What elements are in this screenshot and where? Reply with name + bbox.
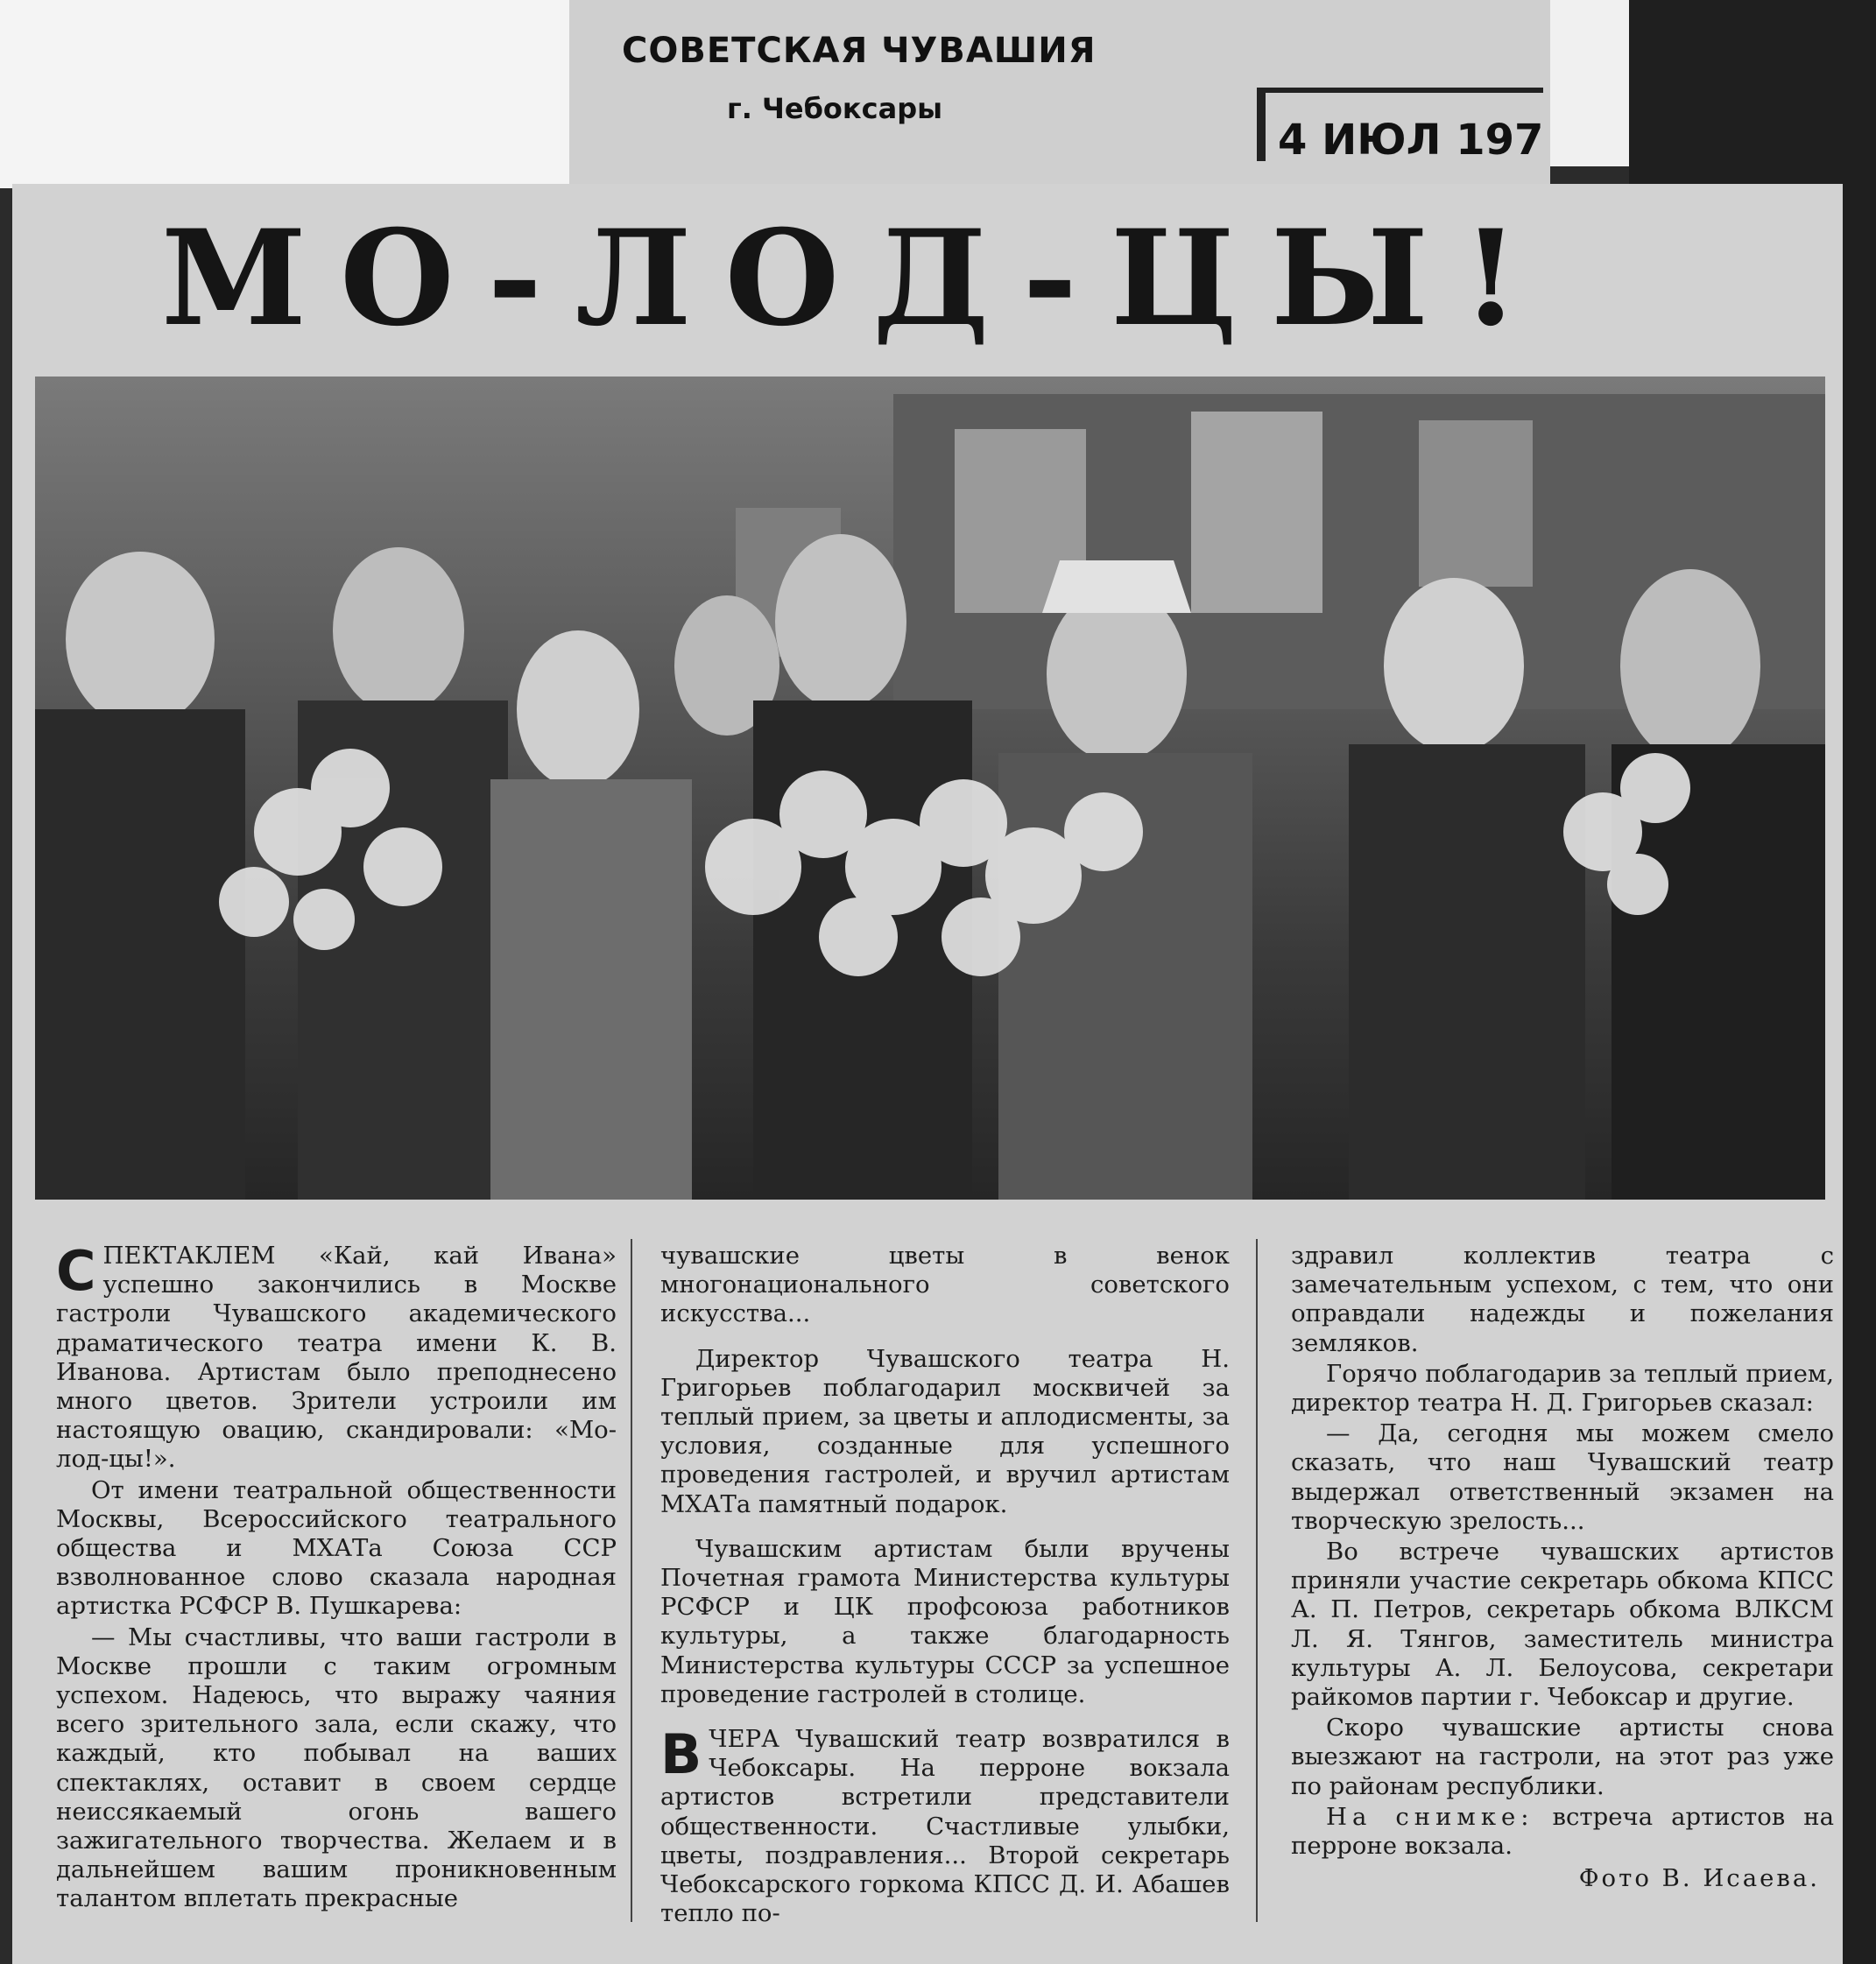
article-paragraph: От имени театральной общественности Москвы, Всероссийского театрального общества и МХАТа Союза ССР взволнованное слово сказала народная артистка РСФСР В. Пушкарева:: [56, 1475, 617, 1621]
article-column-1: [56, 1239, 617, 1914]
photo-credit: Фото В. Исаева.: [1578, 1864, 1820, 1893]
article-paragraph: чувашские цветы в венок многонационального советского искусства...: [660, 1242, 1230, 1328]
article-paragraph: [56, 1239, 617, 1475]
article-paragraph: — Мы счастливы, что ваши гастроли в Москве прошли с таким огромным успехом. Надеюсь, что выражу чаяния всего зрительного зала, если скажу, что каждый, кто побывал на ваших спектаклях, оставит в своем сердце неиссякаемый огонь вашего зажигательного творчества. Желаем и в дальнейшем вашим проникновенным талантом вплетать прекрасные: [56, 1623, 617, 1913]
paragraph-text: ПЕКТАКЛЕМ «Кай, кай Ивана» успешно закончились в Москве гастроли Чувашского академического драматического театра имени К. В. Иванова. Артистам было преподнесено много цветов. Зрители устроили им настоящую овацию, скандировали: «Мо-лод-цы!».: [56, 1242, 617, 1474]
column-divider: [631, 1239, 632, 1922]
article-clipping: [12, 184, 1843, 1964]
date-stamp: 4 ИЮЛ 197: [1257, 88, 1543, 161]
drop-cap: С: [56, 1239, 96, 1303]
caption-label: На снимке:: [1326, 1802, 1534, 1831]
article-paragraph: Во встрече чувашских артистов приняли участие секретарь обкома КПСС А. П. Петров, секретарь обкома ВЛКСМ Л. Я. Тянгов, заместитель министра культуры А. Л. Белоусова, секретари райкомов партии г. Чебоксар и другие.: [1291, 1538, 1834, 1712]
article-column-2: [660, 1242, 1230, 1928]
article-photo: [35, 377, 1825, 1200]
headline: МО-ЛОД-ЦЫ!: [161, 201, 1553, 355]
caption-text: встреча артистов на перроне вокзала.: [1291, 1802, 1834, 1861]
article-paragraph: Чувашским артистам были вручены Почетная грамота Министерства культуры РСФСР и ЦК профсоюза работников культуры, а также благодарность Министерства культуры СССР за успешное проведение гастролей в столице.: [660, 1534, 1230, 1708]
drop-cap: В: [660, 1722, 702, 1787]
newspaper-name: СОВЕТСКАЯ ЧУВАШИЯ: [622, 31, 1097, 71]
column-divider: [1256, 1239, 1258, 1922]
article-column-3: [1291, 1242, 1834, 1893]
newspaper-city: г. Чебоксары: [727, 92, 943, 125]
newspaper-masthead-clipping: [569, 0, 1550, 201]
article-paragraph: Горячо поблагодарив за теплый прием, директор театра Н. Д. Григорьев сказал:: [1291, 1359, 1834, 1418]
article-paragraph: Директор Чувашского театра Н. Григорьев поблагодарил москвичей за теплый прием, за цветы и аплодисменты, за условия, созданные для успешного проведения гастролей, и вручил артистам МХАТа памятный подарок.: [660, 1344, 1230, 1518]
article-paragraph: здравил коллектив театра с замечательным успехом, с тем, что они оправдали надежды и пожелания земляков.: [1291, 1242, 1834, 1357]
article-paragraph: [660, 1722, 1230, 1928]
photo-caption: [1291, 1803, 1834, 1861]
photo-people-with-flowers-icon: [35, 377, 1825, 1200]
article-paragraph: Скоро чувашские артисты снова выезжают на гастроли, на этот раз уже по районам республики.: [1291, 1714, 1834, 1800]
background-paper: [0, 0, 569, 188]
paragraph-text: ЧЕРА Чувашский театр возвратился в Чебоксары. На перроне вокзала артистов встретили представители общественности. Счастливые улыбки, цветы, поздравления... Второй секретарь Чебоксарского горкома КПСС Д. И. Абашев тепло по-: [660, 1725, 1230, 1928]
background-paper: [1550, 0, 1629, 166]
article-paragraph: — Да, сегодня мы можем смело сказать, что наш Чувашский театр выдержал ответственный экзамен на творческую зрелость...: [1291, 1419, 1834, 1535]
